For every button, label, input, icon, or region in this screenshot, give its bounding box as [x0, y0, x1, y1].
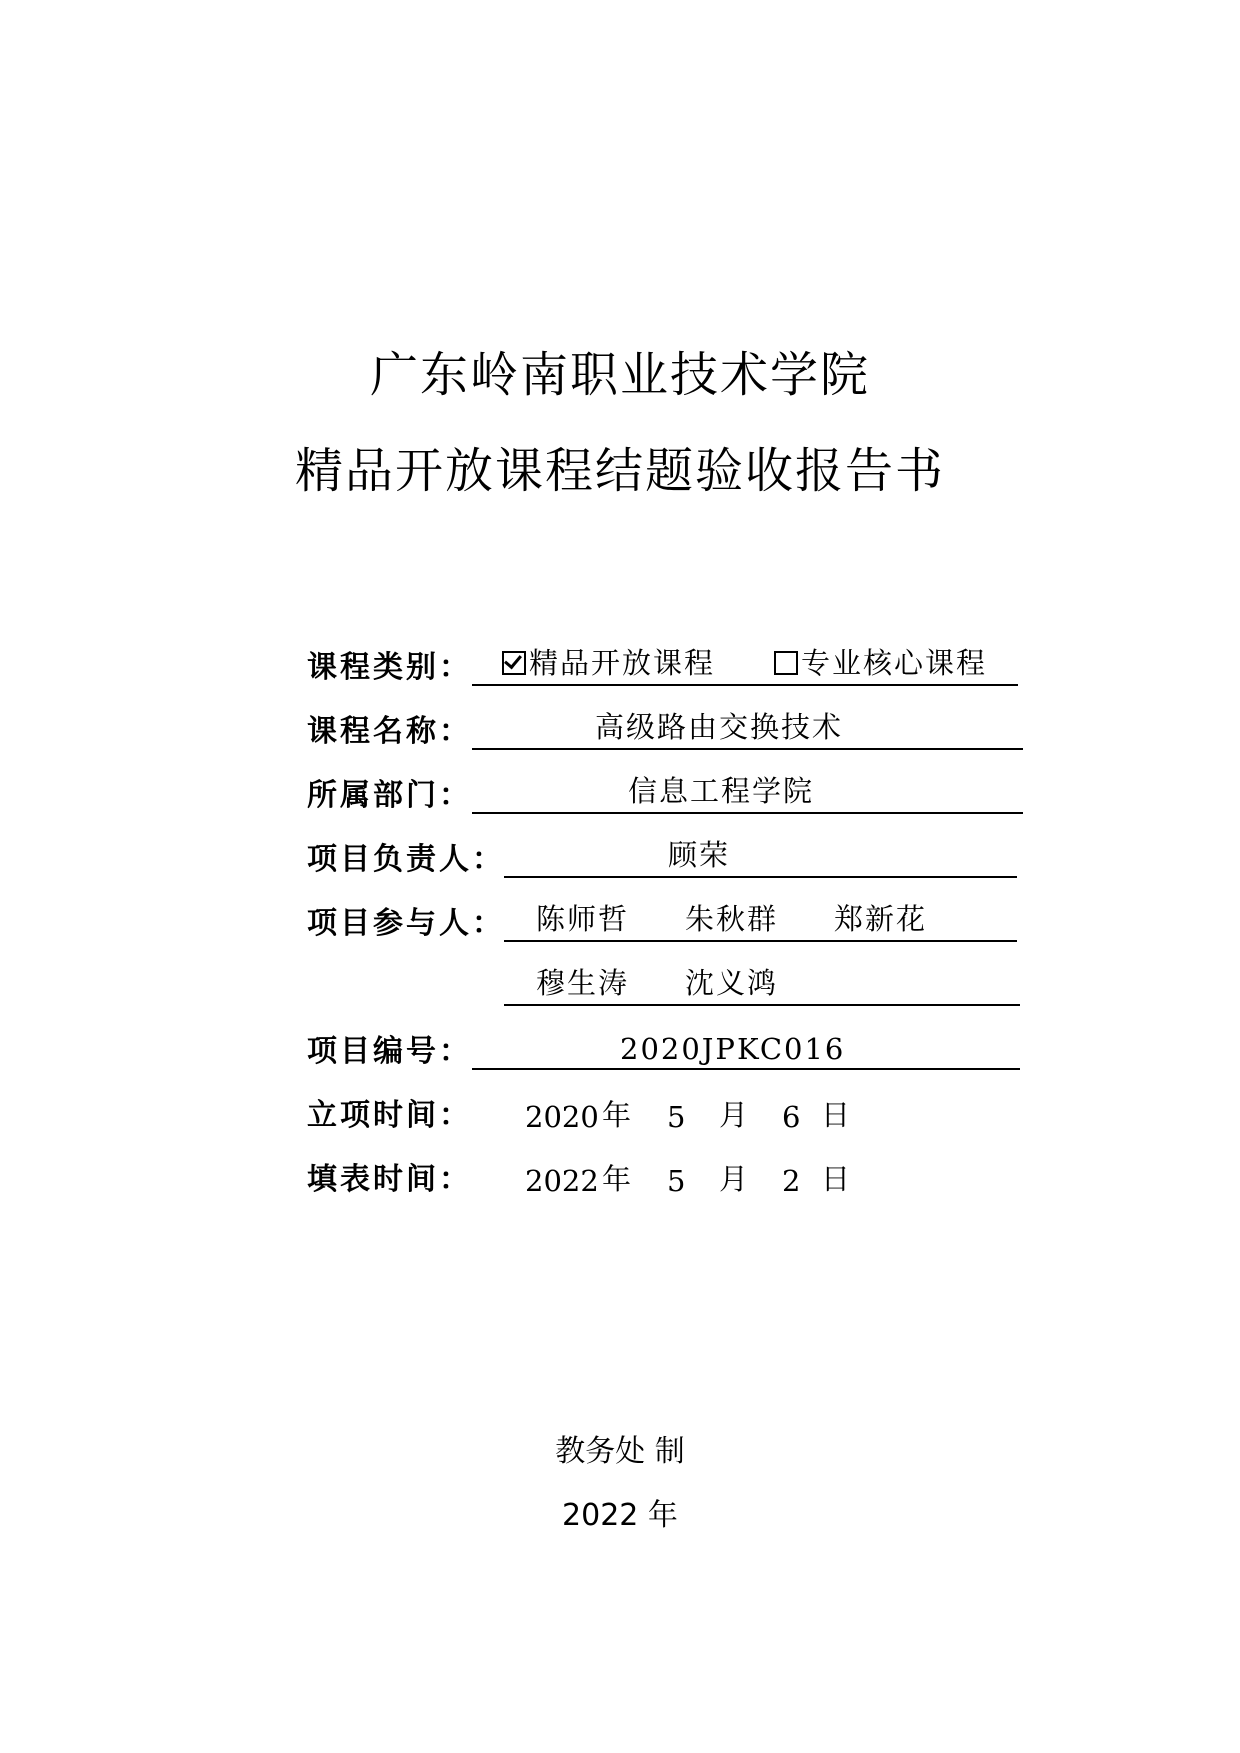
leader-label: 项目负责人：	[307, 842, 505, 877]
day-unit: 日	[821, 1098, 851, 1132]
fill-date-month: 5	[667, 1164, 686, 1198]
category-option-core-label: 专业核心课程	[801, 646, 988, 680]
school-title: 广东岭南职业技术学院	[369, 347, 870, 403]
leader-line	[504, 834, 1017, 878]
project-no-value: 2020JPKC016	[620, 1032, 846, 1066]
start-date-year: 2020	[525, 1100, 599, 1134]
department-label: 所属部门：	[307, 778, 472, 813]
participant-name: 朱秋群	[685, 902, 779, 936]
participants-line-1	[504, 898, 1017, 942]
participant-name: 沈义鸿	[685, 966, 779, 1000]
fill-date-year: 2022	[525, 1164, 599, 1198]
day-unit: 日	[821, 1162, 851, 1196]
start-date-label: 立项时间：	[307, 1098, 472, 1133]
year-unit: 年	[602, 1098, 632, 1132]
department-value: 信息工程学院	[628, 774, 815, 808]
leader-value: 顾荣	[668, 838, 731, 872]
participant-name: 郑新花	[834, 902, 928, 936]
report-title: 精品开放课程结题验收报告书	[294, 443, 945, 499]
participant-name: 穆生涛	[536, 966, 630, 1000]
fill-date-row	[307, 1154, 1007, 1206]
footer-year: 2022 年	[562, 1498, 678, 1533]
department-line	[472, 770, 1023, 814]
start-date-day: 6	[782, 1100, 801, 1134]
fill-date-label: 填表时间：	[307, 1162, 472, 1197]
category-option-core[interactable]	[774, 641, 987, 682]
participants-line-2	[504, 962, 1020, 1006]
category-option-boutique-label: 精品开放课程	[529, 646, 716, 680]
participants-label: 项目参与人：	[307, 906, 505, 941]
course-name-value: 高级路由交换技术	[595, 710, 844, 744]
project-no-label: 项目编号：	[307, 1034, 472, 1069]
year-unit: 年	[602, 1162, 632, 1196]
project-no-line	[472, 1026, 1020, 1070]
category-label: 课程类别：	[307, 650, 472, 685]
course-name-line	[472, 706, 1023, 750]
checkbox-unchecked-icon[interactable]	[774, 651, 798, 675]
start-date-month: 5	[667, 1100, 686, 1134]
participant-name: 陈师哲	[536, 902, 630, 936]
start-date-row	[307, 1090, 1007, 1142]
fill-date-day: 2	[782, 1164, 801, 1198]
category-option-boutique[interactable]	[502, 641, 715, 682]
month-unit: 月	[719, 1098, 749, 1132]
category-line	[472, 642, 1018, 686]
course-name-label: 课程名称：	[307, 714, 472, 749]
issuer: 教务处 制	[555, 1434, 685, 1469]
checkbox-checked-icon[interactable]	[502, 651, 526, 675]
month-unit: 月	[719, 1162, 749, 1196]
